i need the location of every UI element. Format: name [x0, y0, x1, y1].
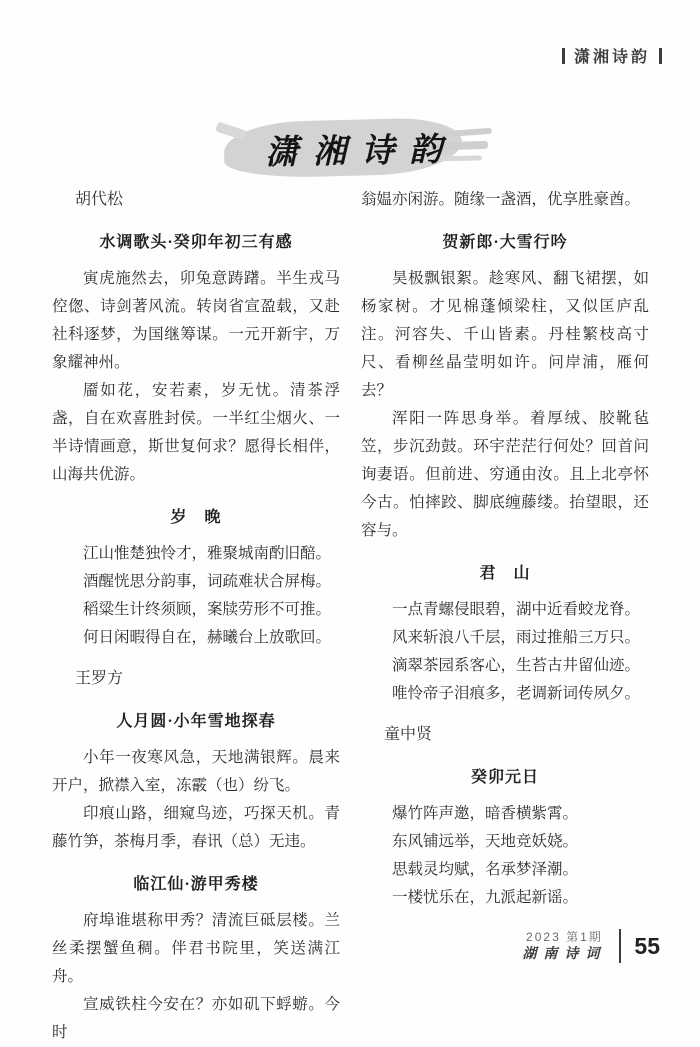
poem-paragraph: 宣威铁柱今安在？亦如矶下蜉蝣。今时: [52, 996, 340, 1041]
poem-line: 酒醒恍思分韵事，词疏难状合屏梅。: [83, 573, 332, 590]
poem-title: 岁 晚: [170, 509, 222, 526]
poem-line: 稻粱生计终须顾，案牍劳形不可推。: [83, 601, 332, 618]
poem-paragraph: 府埠谁堪称甲秀？清流巨砥层楼。兰丝柔摆蟹鱼稠。伴君书院里，笑送满江舟。: [52, 912, 340, 985]
poem-columns: [52, 186, 649, 1047]
banner-calligraphy-title: 潇湘诗韵: [264, 128, 458, 172]
header-left-bar: [562, 48, 565, 64]
page-footer: [522, 929, 660, 963]
poem-line: 一楼忧乐在，九派起新谣。: [392, 889, 579, 906]
running-header: [562, 44, 662, 67]
poem-title: 癸卯元日: [470, 769, 539, 786]
poem-paragraph: 昊极飘银絮。趁寒风、翻飞裙摆，如杨家树。才见棉蓬倾梁柱，又似匡庐乱注。河容失、千山皆素。丹桂繁枝高寸尺、看柳丝晶莹明如许。问岸浦，雁何去？: [361, 270, 649, 399]
poet-name: 胡代松: [75, 191, 124, 208]
poem-line: 唯怜帝子泪痕多，老调新词传夙夕。: [392, 685, 641, 702]
poem-line: 何日闲暇得自在，赫曦台上放歌回。: [83, 629, 332, 646]
poem-paragraph-continued: 翁媪亦闲游。随缘一盏酒，优享胜豪酋。: [361, 191, 641, 208]
poem-line: 一点青螺侵眼碧，湖中近看蛟龙脊。: [392, 601, 641, 618]
poem-line: 思载灵均赋，名承梦泽潮。: [392, 861, 579, 878]
poem-paragraph: 小年一夜寒风急，天地满银辉。晨来开户，掀襟入室，冻霰（也）纷飞。: [52, 749, 340, 794]
footer-issue: 2023 第1期: [526, 930, 603, 944]
running-header-label: 潇湘诗韵: [573, 49, 650, 66]
poem-line: 滴翠茶园系客心，生苔古井留仙迹。: [392, 657, 641, 674]
poem-paragraph: 寅虎施然去，卯兔意踌躇。半生戎马倥偬、诗剑著风流。转岗省宣盈载，又赴社科逐梦，为国继筹谋。一元开新宇，万象耀神州。: [52, 270, 340, 371]
right-column: [361, 186, 649, 1047]
poem-line: 风来斩浪八千层，雨过推船三万只。: [392, 629, 641, 646]
footer-journal-name: 湖南诗词: [522, 946, 607, 962]
footer-divider: [619, 929, 621, 963]
poem-paragraph: 浑阳一阵思身举。着厚绒、胶靴毡笠，步沉劲鼓。环宇茫茫行何处？回首问询妻语。但前进、穷通由汝。且上北亭怀今古。怕摔跤、脚底缠藤缕。抬望眼，还容与。: [361, 410, 649, 539]
poem-title: 水调歌头·癸卯年初三有感: [99, 234, 293, 251]
poem-paragraph: 靥如花，安若素，岁无忧。清茶浮盏，自在欢喜胜封侯。一半红尘烟火、一半诗情画意，斯世复何求？愿得长相伴，山海共优游。: [52, 382, 340, 483]
poem-title: 人月圆·小年雪地探春: [116, 713, 276, 730]
poem-title: 临江仙·游甲秀楼: [133, 876, 259, 893]
section-banner: [224, 116, 492, 180]
poet-name: 童中贤: [384, 726, 433, 743]
poem-title: 君 山: [479, 565, 531, 582]
poem-line: 爆竹阵声邀，暗香横紫霄。: [392, 805, 579, 822]
poem-line: 东风铺远举，天地竞妖娆。: [392, 833, 579, 850]
footer-meta: [522, 929, 606, 963]
poem-paragraph: 印痕山路，细窥鸟迹，巧探天机。青藤竹笋，茶梅月季，春讯（总）无违。: [52, 805, 340, 850]
header-right-bar: [659, 48, 662, 64]
poem-title: 贺新郎·大雪行吟: [442, 234, 568, 251]
page-number: 55: [634, 932, 660, 959]
left-column: [52, 186, 340, 1047]
poem-line: 江山惟楚独怜才，雅聚城南酌旧醅。: [83, 545, 332, 562]
poet-name: 王罗方: [75, 670, 124, 687]
